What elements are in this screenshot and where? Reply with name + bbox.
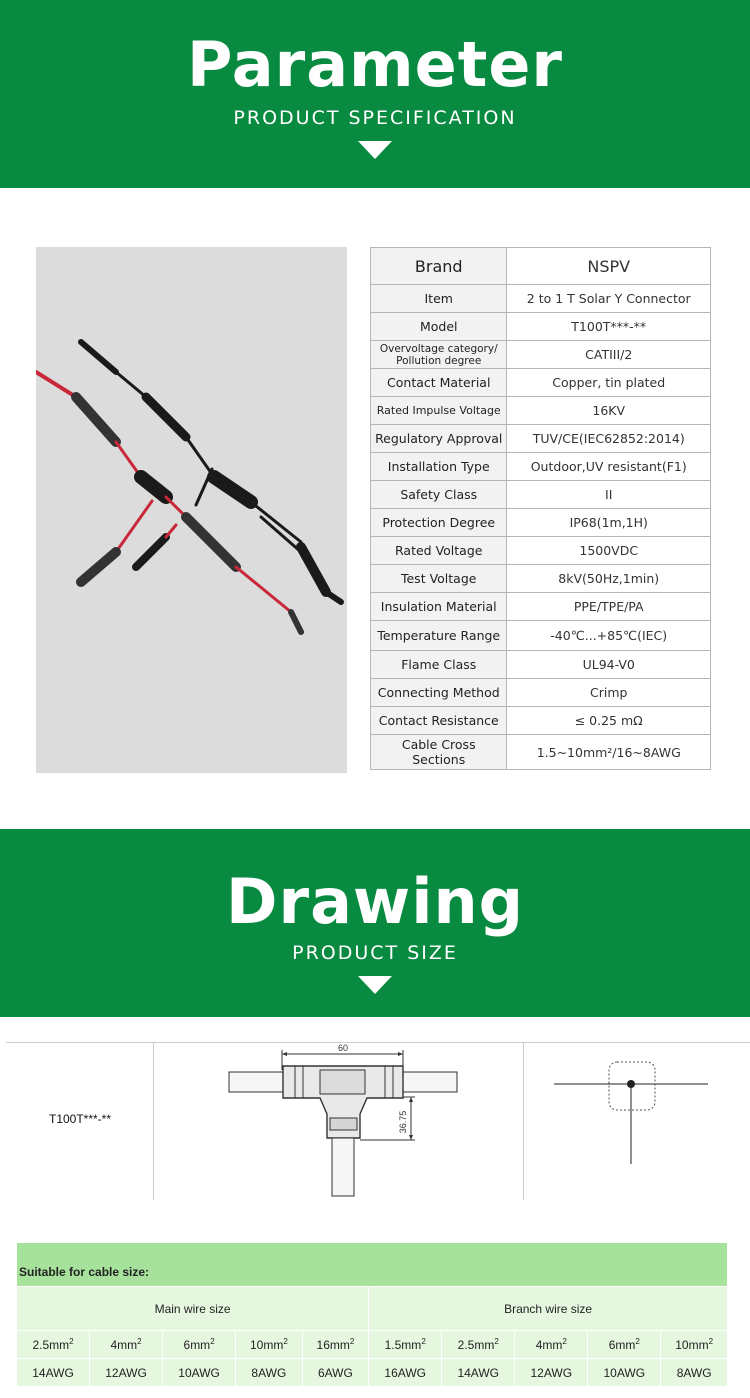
spec-header-row <box>371 248 711 285</box>
cable-awg-cell: 14AWG <box>17 1359 90 1387</box>
drawing-subtitle: PRODUCT SIZE <box>292 942 458 964</box>
spec-value: PPE/TPE/PA <box>507 593 711 621</box>
spec-value: 2 to 1 T Solar Y Connector <box>507 285 711 313</box>
spec-value: -40℃...+85℃(IEC) <box>507 621 711 651</box>
down-triangle-icon <box>358 976 392 994</box>
spec-key: Flame Class <box>371 651 507 679</box>
down-triangle-icon <box>358 141 392 159</box>
cable-awg-cell: 12AWG <box>90 1359 163 1387</box>
spec-row <box>371 593 711 621</box>
drawing-model-label: T100T***-** <box>48 1112 112 1126</box>
drawing-area <box>0 1042 750 1200</box>
cable-awg-cell: 6AWG <box>302 1359 369 1387</box>
spec-value: Outdoor,UV resistant(F1) <box>507 453 711 481</box>
spec-row <box>371 621 711 651</box>
spec-row <box>371 369 711 397</box>
cable-size-table <box>16 1242 728 1387</box>
spec-key: Brand <box>371 248 507 285</box>
spec-value: T100T***-** <box>507 313 711 341</box>
cable-mm-cell: $1.5mm^2$ <box>369 1331 442 1359</box>
spec-row <box>371 735 711 770</box>
spec-value: IP68(1m,1H) <box>507 509 711 537</box>
cable-awg-cell: 8AWG <box>661 1359 728 1387</box>
spec-key: Connecting Method <box>371 679 507 707</box>
side-view-drawing <box>550 1042 720 1200</box>
spec-key: Contact Resistance <box>371 707 507 735</box>
main-wire-label: Main wire size <box>17 1287 369 1331</box>
spec-row <box>371 679 711 707</box>
cable-mm-cell: $6mm^2$ <box>588 1331 661 1359</box>
parameter-title: Parameter <box>187 28 563 101</box>
spec-key: Contact Material <box>371 369 507 397</box>
cable-awg-cell: 10AWG <box>588 1359 661 1387</box>
spec-key: Model <box>371 313 507 341</box>
spec-row <box>371 707 711 735</box>
branch-wire-label: Branch wire size <box>369 1287 728 1331</box>
cable-awg-cell: 14AWG <box>442 1359 515 1387</box>
spec-key: Temperature Range <box>371 621 507 651</box>
spec-value: 1.5~10mm²/16~8AWG <box>507 735 711 770</box>
cable-group-row <box>17 1287 728 1331</box>
cable-awg-cell: 12AWG <box>515 1359 588 1387</box>
spec-value: ≤ 0.25 mΩ <box>507 707 711 735</box>
cable-mm-cell: $10mm^2$ <box>661 1331 728 1359</box>
spec-row <box>371 481 711 509</box>
dim-height-label: 36.75 <box>398 1110 408 1134</box>
spec-value: 16KV <box>507 397 711 425</box>
spec-value: CATIII/2 <box>507 341 711 369</box>
spec-row <box>371 397 711 425</box>
cable-awg-row <box>17 1359 728 1387</box>
divider <box>153 1042 154 1200</box>
spec-value: TUV/CE(IEC62852:2014) <box>507 425 711 453</box>
drawing-banner <box>0 829 750 1017</box>
spec-key: Cable Cross Sections <box>371 735 507 770</box>
cable-mm-cell: $4mm^2$ <box>515 1331 588 1359</box>
spec-key: Overvoltage category/ Pollution degree <box>371 341 507 369</box>
spec-row <box>371 537 711 565</box>
cable-awg-cell: 10AWG <box>163 1359 236 1387</box>
spec-row <box>371 509 711 537</box>
spec-row <box>371 285 711 313</box>
spec-row <box>371 313 711 341</box>
spec-row <box>371 341 711 369</box>
spec-key: Installation Type <box>371 453 507 481</box>
spec-value: II <box>507 481 711 509</box>
dim-width-label: 60 <box>337 1043 349 1053</box>
spec-row <box>371 425 711 453</box>
spec-key: Rated Voltage <box>371 537 507 565</box>
spec-key: Item <box>371 285 507 313</box>
cable-mm-row <box>17 1331 728 1359</box>
spec-value: 8kV(50Hz,1min) <box>507 565 711 593</box>
t-connector-drawing <box>225 1042 465 1200</box>
cable-awg-cell: 16AWG <box>369 1359 442 1387</box>
cable-title-row <box>17 1243 728 1287</box>
spec-row <box>371 453 711 481</box>
spec-value: UL94-V0 <box>507 651 711 679</box>
spec-key: Protection Degree <box>371 509 507 537</box>
cable-mm-cell: $16mm^2$ <box>302 1331 369 1359</box>
spec-key: Test Voltage <box>371 565 507 593</box>
cable-title: Suitable for cable size: <box>17 1243 728 1287</box>
t-connector-image <box>36 247 347 773</box>
spec-table <box>370 247 711 770</box>
spec-value: Copper, tin plated <box>507 369 711 397</box>
spec-key: Regulatory Approval <box>371 425 507 453</box>
spec-value: 1500VDC <box>507 537 711 565</box>
spec-value: Crimp <box>507 679 711 707</box>
spec-row <box>371 651 711 679</box>
spec-key: Insulation Material <box>371 593 507 621</box>
parameter-subtitle: PRODUCT SPECIFICATION <box>233 107 517 129</box>
cable-awg-cell: 8AWG <box>236 1359 303 1387</box>
cable-mm-cell: $6mm^2$ <box>163 1331 236 1359</box>
drawing-title: Drawing <box>226 865 524 938</box>
cable-mm-cell: $4mm^2$ <box>90 1331 163 1359</box>
cable-mm-cell: $2.5mm^2$ <box>17 1331 90 1359</box>
spec-row <box>371 565 711 593</box>
product-photo <box>36 247 347 773</box>
cable-mm-cell: $10mm^2$ <box>236 1331 303 1359</box>
spec-key: Rated Impulse Voltage <box>371 397 507 425</box>
spec-key: Safety Class <box>371 481 507 509</box>
cable-mm-cell: $2.5mm^2$ <box>442 1331 515 1359</box>
divider <box>523 1042 524 1200</box>
parameter-banner <box>0 0 750 188</box>
spec-value: NSPV <box>507 248 711 285</box>
